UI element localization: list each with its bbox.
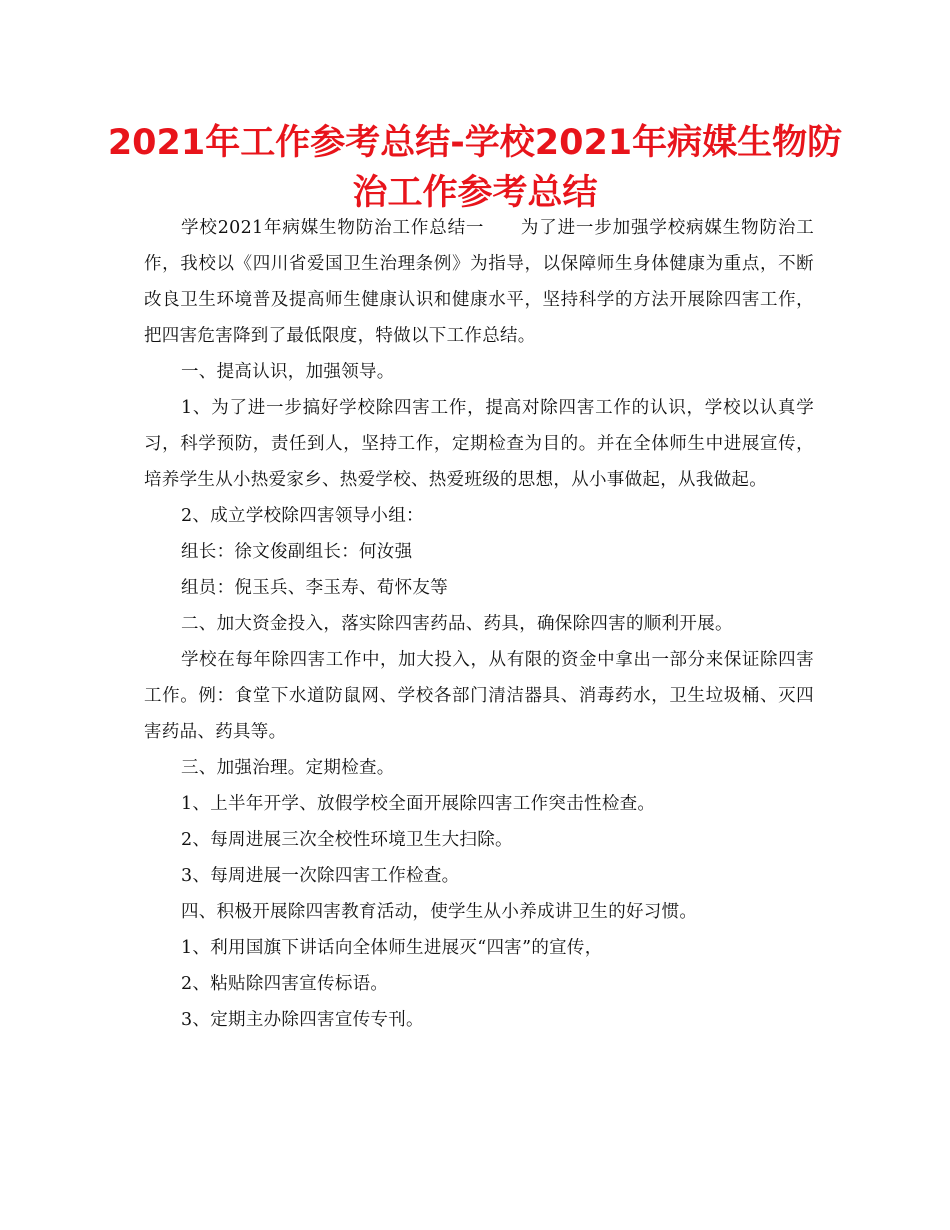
paragraph-3-1: 1、上半年开学、放假学校全面开展除四害工作突击性检查。 xyxy=(181,794,656,814)
paragraph-4-3: 3、定期主办除四害宣传专刊。 xyxy=(181,1010,424,1030)
paragraph-3-3: 3、每周进展一次除四害工作检查。 xyxy=(181,866,460,886)
paragraph-3-2: 2、每周进展三次全校性环境卫生大扫除。 xyxy=(181,830,513,850)
section-heading-1: 一、提高认识，加强领导。 xyxy=(181,362,395,382)
leader-line: 组长：徐文俊副组长：何汝强 xyxy=(181,542,413,562)
document-title: 2021年工作参考总结-学校2021年病媒生物防治工作参考总结 xyxy=(107,123,843,213)
intro-paragraph xyxy=(144,210,814,354)
intro-text: 为了进一步加强学校病媒生物防治工作，我校以《四川省爱国卫生治理条例》为指导，以保障师生身体健康为重点，不断改良卫生环境普及提高师生健康认识和健康水平，坚持科学的方法开展除四害工作，把四害危害降到了最低限度，特做以下工作总结。 xyxy=(144,218,814,346)
paragraph-2-1: 学校在每年除四害工作中，加大投入，从有限的资金中拿出一部分来保证除四害工作。例：食堂下水道防鼠网、学校各部门清洁器具、消毒药水，卫生垃圾桶、灭四害药品、药具等。 xyxy=(144,650,814,742)
paragraph-1-1: 1、为了进一步搞好学校除四害工作，提高对除四害工作的认识，学校以认真学习，科学预防，责任到人，坚持工作，定期检查为目的。并在全体师生中进展宣传，培养学生从小热爱家乡、热爱学校、热爱班级的思想，从小事做起，从我做起。 xyxy=(144,398,814,490)
paragraph-4-2: 2、粘贴除四害宣传标语。 xyxy=(181,974,389,994)
section-heading-2: 二、加大资金投入，落实除四害药品、药具，确保除四害的顺利开展。 xyxy=(181,614,733,634)
paragraph-1-2: 2、成立学校除四害领导小组： xyxy=(181,506,424,526)
intro-heading: 学校2021年病媒生物防治工作总结一 xyxy=(181,218,485,238)
member-line: 组员：倪玉兵、李玉寿、荀怀友等 xyxy=(181,578,448,598)
paragraph-4-1: 1、利用国旗下讲话向全体师生进展灭“四害”的宣传， xyxy=(181,938,603,958)
section-heading-3: 三、加强治理。定期检查。 xyxy=(181,758,395,778)
section-heading-4: 四、积极开展除四害教育活动，使学生从小养成讲卫生的好习惯。 xyxy=(181,902,698,922)
document-body xyxy=(144,210,814,1038)
